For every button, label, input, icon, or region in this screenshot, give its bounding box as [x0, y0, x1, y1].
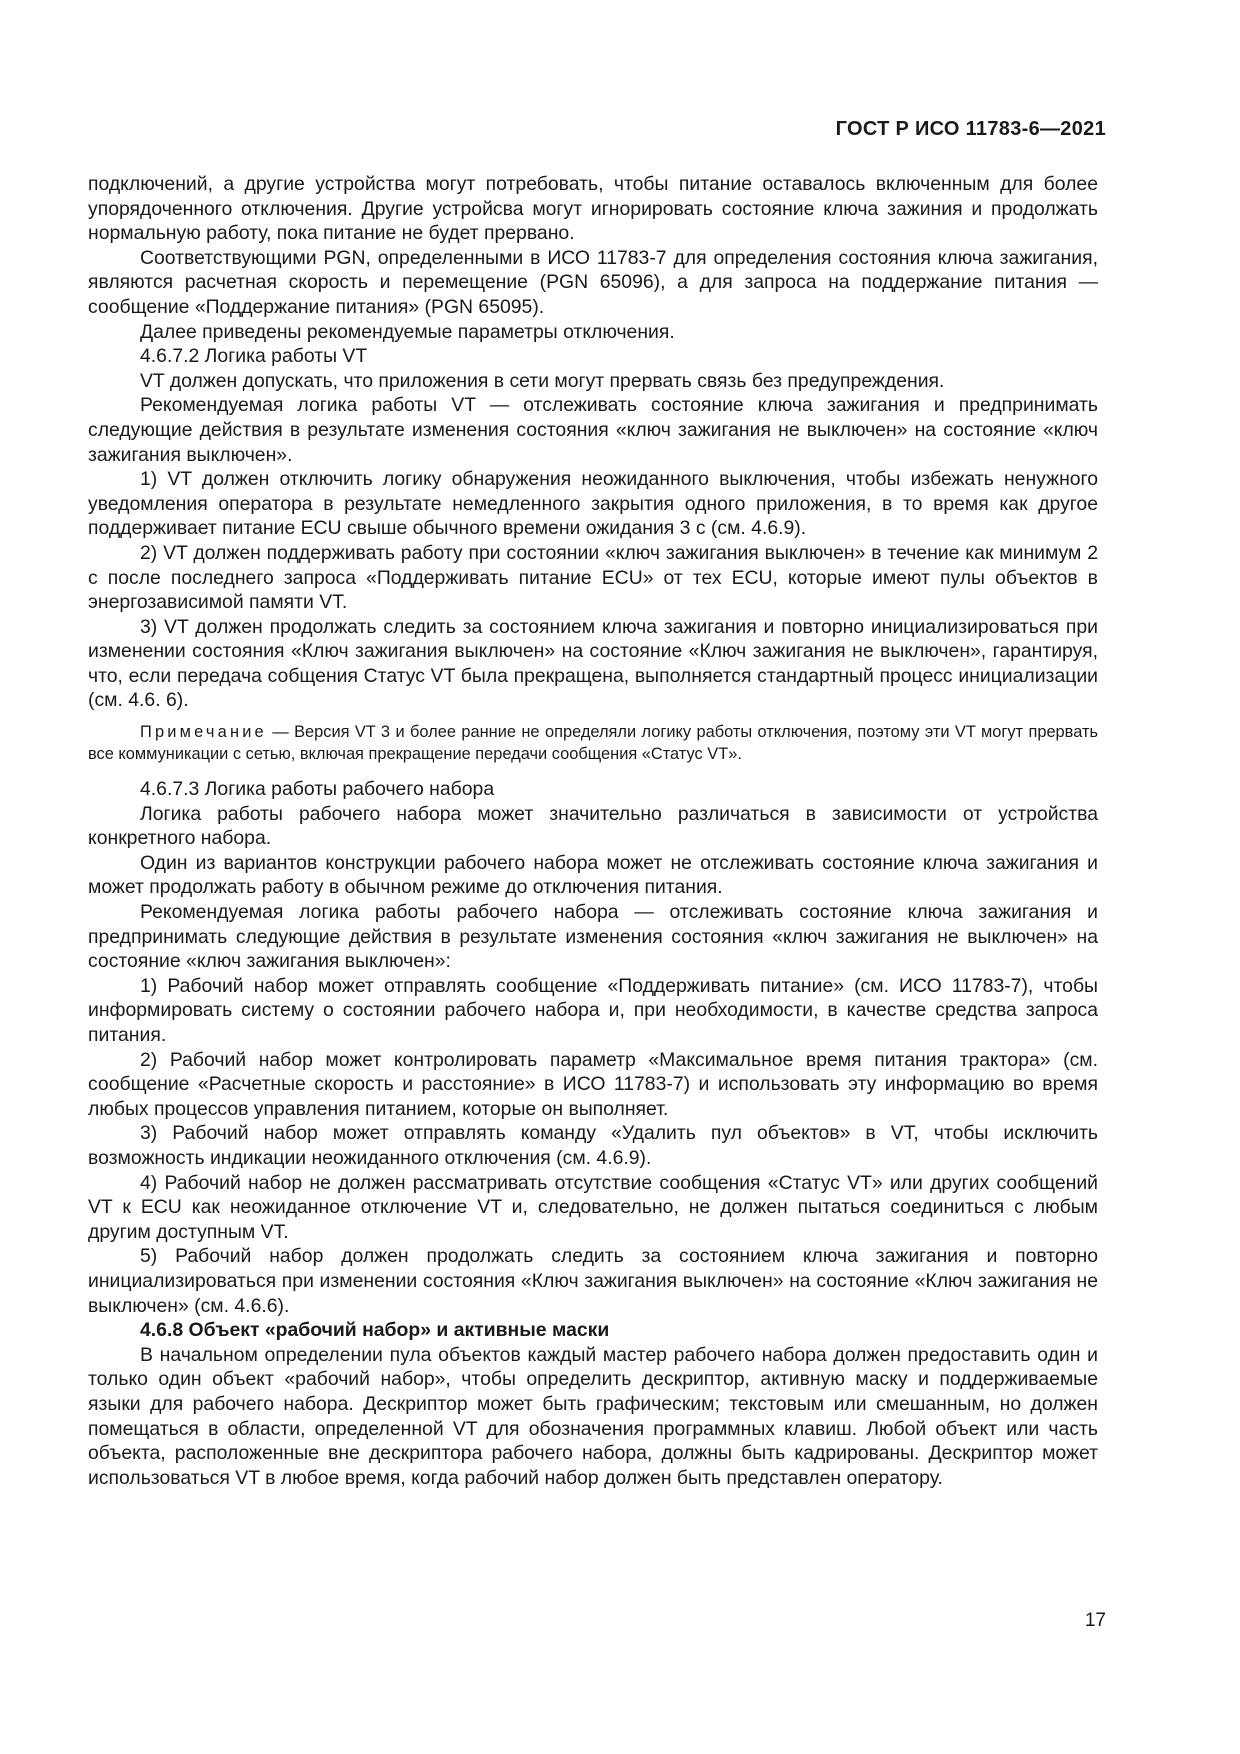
section-heading: 4.6.8 Объект «рабочий набор» и активные маски [140, 1319, 610, 1342]
paragraph: Далее приведены рекомендуемые параметры отключения. [140, 320, 675, 343]
list-item: 3) Рабочий набор может отправлять команду «Удалить пул объектов» в VT, чтобы исключить возможность индикации неожиданного отключения (см. 4.6.9). [88, 1122, 1098, 1169]
page-number: 17 [1084, 1610, 1106, 1631]
note-text: — Версия VT 3 и более ранние не определяли логику работы отключения, поэтому эти VT могут прервать все коммуникации с сетью, включая прекращение передачи сообщения «Статус VT». [88, 723, 1098, 764]
list-item: 1) VT должен отключить логику обнаружения неожиданного выключения, чтобы избежать ненужного уведомления оператора в результате немедленного закрытия одного приложения, в то время как другое поддерживает питание ECU свыше обычного времени ожидания 3 с (см. 4.6.9). [88, 468, 1098, 540]
paragraph: В начальном определении пула объектов каждый мастер рабочего набора должен предоставить один и только один объект «рабочий набор», чтобы определить дескриптор, активную маску и поддерживаемые языки для рабочего набора. Дескриптор может быть графическим; текстовым или смешанным, но должен помещаться в области, определенной VT для обозначения программных клавиш. Любой объект или часть объекта, расположенные вне дескриптора рабочего набора, должны быть кадрированы. Дескриптор может использоваться VT в любое время, когда рабочий набор должен быть представлен оператору. [88, 1343, 1098, 1489]
list-item: 2) Рабочий набор может контролировать параметр «Максимальное время питания трактора» (см. сообщение «Расчетные скорость и расстояние» в ИСО 11783-7) и использовать эту информацию во время любых процессов управления питанием, которые он выполняет. [88, 1048, 1098, 1120]
paragraph: Рекомендуемая логика работы рабочего набора — отслеживать состояние ключа зажигания и предпринимать следующие действия в результате изменения состояния «ключ зажигания не выключен» на состояние «ключ зажигания выключен»: [88, 901, 1098, 973]
paragraph: VT должен допускать, что приложения в сети могут прервать связь без предупреждения. [140, 369, 945, 392]
paragraph: Рекомендуемая логика работы VT — отслеживать состояние ключа зажигания и предпринимать следующие действия в результате изменения состояния «ключ зажигания не выключен» на состояние «ключ зажигания выключен». [88, 394, 1098, 466]
list-item: 1) Рабочий набор может отправлять сообщение «Поддерживать питание» (см. ИСО 11783-7), чтобы информировать систему о состоянии рабочего набора и, при необходимости, в качестве средства запроса питания. [88, 974, 1098, 1046]
subsection-title: 4.6.7.2 Логика работы VT [140, 345, 368, 368]
note-label: Примечание [140, 723, 267, 742]
paragraph: Соответствующими PGN, определенными в ИСО 11783-7 для определения состояния ключа зажигания, являются расчетная скорость и перемещение (PGN 65096), а для запроса на поддержание питания — сообщение «Поддержание питания» (PGN 65095). [88, 246, 1098, 318]
document-header: ГОСТ Р ИСО 11783-6—2021 [835, 118, 1106, 140]
paragraph: Логика работы рабочего набора может значительно различаться в зависимости от устройства конкретного набора. [88, 802, 1098, 850]
page-body [88, 172, 1098, 1490]
list-item: 5) Рабочий набор должен продолжать следить за состоянием ключа зажигания и повторно инициализироваться при изменении состояния «Ключ зажигания выключен» на состояние «Ключ зажигания не выключен» (см. 4.6.6). [88, 1245, 1098, 1317]
list-item: 3) VT должен продолжать следить за состоянием ключа зажигания и повторно инициализироваться при изменении состояния «Ключ зажигания выключен» на состояние «Ключ зажигания не выключен», гарантируя, что, если передача собщения Статус VT была прекращена, выполняется стандартный процесс инициализации (см. 4.6. 6). [88, 615, 1098, 712]
paragraph: подключений, а другие устройства могут потребовать, чтобы питание оставалось включенным для более упорядоченного отключения. Другие устройсва могут игнорировать состояние ключа зажиния и продолжать нормальную работу, пока питание не будет прервано. [88, 173, 1098, 245]
note [88, 721, 1098, 765]
paragraph: Один из вариантов конструкции рабочего набора может не отслеживать состояние ключа зажигания и может продолжать работу в обычном режиме до отключения питания. [88, 851, 1098, 899]
list-item: 4) Рабочий набор не должен рассматривать отсутствие сообщения «Статус VT» или других сообщений VT к ECU как неожиданное отключение VT и, следовательно, не должен пытаться соединиться с любым другим доступным VT. [88, 1171, 1098, 1243]
subsection-title: 4.6.7.3 Логика работы рабочего набора [140, 778, 495, 801]
list-item: 2) VT должен поддерживать работу при состоянии «ключ зажигания выключен» в течение как минимум 2 с после последнего запроса «Поддерживать питание ECU» от тех ECU, которые имеют пулы объектов в энергозависимой памяти VT. [88, 541, 1098, 614]
